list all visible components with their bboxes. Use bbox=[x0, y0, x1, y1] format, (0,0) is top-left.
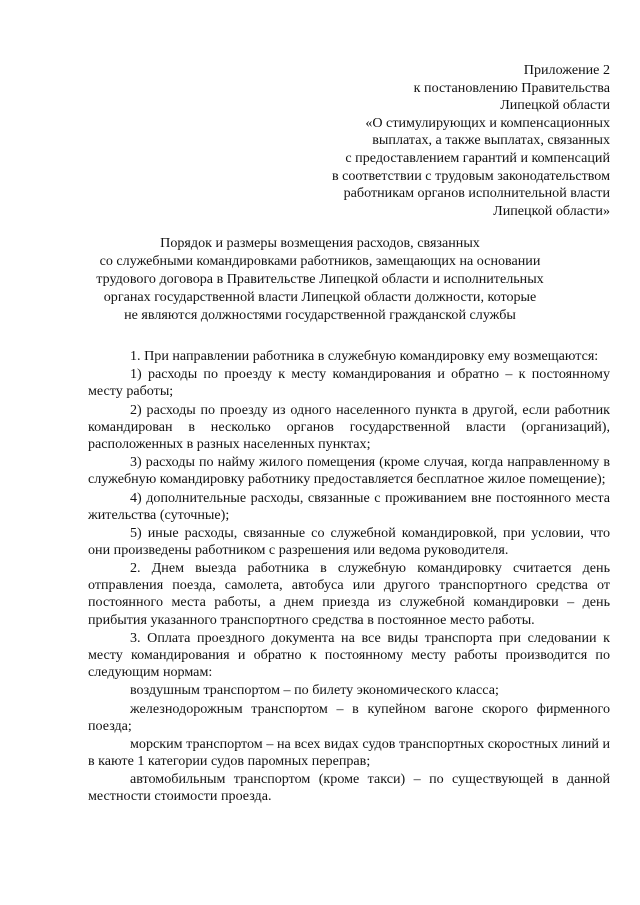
body-paragraph: автомобильным транспортом (кроме такси) – по существующей в данной местности стоимости проезда. bbox=[88, 771, 610, 805]
appendix-line: «О стимулирующих и компенсационных bbox=[365, 114, 610, 131]
body-paragraph: 3. Оплата проездного документа на все виды транспорта при следовании к месту командирования и обратно к постоянному месту работы производится по следующим нормам: bbox=[88, 629, 610, 680]
title-line: Порядок и размеры возмещения расходов, связанных bbox=[160, 235, 480, 251]
body-paragraph: 2. Днем выезда работника в служебную командировку считается день отправления поезда, самолета, автобуса или другого транспортного средства от постоянного места работы, а днем приезда из служебной командировки – день прибытия указанного транспортного средства в постоянное место работы. bbox=[88, 560, 610, 628]
body-paragraph: 3) расходы по найму жилого помещения (кроме случая, когда направленному в служебную командировку работнику предоставляется бесплатное жилое помещение); bbox=[88, 454, 610, 488]
title-line: не являются должностями государственной гражданской службы bbox=[124, 306, 516, 323]
title-line: трудового договора в Правительстве Липецкой области и исполнительных bbox=[96, 270, 544, 287]
appendix-line: Липецкой области bbox=[500, 97, 610, 114]
appendix-line: работникам органов исполнительной власти bbox=[343, 185, 610, 202]
body-paragraph: 1. При направлении работника в служебную командировку ему возмещаются: bbox=[130, 348, 599, 364]
appendix-header bbox=[280, 62, 610, 220]
body-paragraph: воздушным транспортом – по билету экономического класса; bbox=[130, 682, 499, 699]
body-paragraph: 1) расходы по проезду к месту командирования и обратно – к постоянному месту работы; bbox=[88, 366, 610, 400]
appendix-line: Липецкой области» bbox=[493, 202, 610, 219]
body-paragraph: морским транспортом – на всех видах судов транспортных скоростных линий и в каюте 1 категории судов паромных переправ; bbox=[88, 735, 610, 770]
title-line: со служебными командировками работников, замещающих на основании bbox=[99, 252, 541, 269]
body-paragraph: 2) расходы по проезду из одного населенного пункта в другой, если работник командирован в несколько органов государственной власти (организаций), расположенных в разных населенных пунктах; bbox=[88, 401, 610, 452]
body-paragraph: 5) иные расходы, связанные со служебной командировкой, при условии, что они произведены работником с разрешения или ведома руководителя. bbox=[88, 524, 610, 558]
appendix-line: выплатах, а также выплатах, связанных bbox=[372, 132, 610, 149]
document-body bbox=[88, 348, 610, 807]
document-title bbox=[88, 235, 552, 325]
appendix-line: с предоставлением гарантий и компенсаций bbox=[345, 149, 610, 166]
appendix-line: Приложение 2 bbox=[523, 62, 610, 78]
appendix-line: в соответствии с трудовым законодательством bbox=[331, 167, 610, 184]
body-paragraph: 4) дополнительные расходы, связанные с проживанием вне постоянного места жительства (суточные); bbox=[88, 489, 610, 523]
appendix-line: к постановлению Правительства bbox=[413, 79, 610, 96]
title-line: органах государственной власти Липецкой области должности, которые bbox=[103, 288, 537, 305]
body-paragraph: железнодорожным транспортом – в купейном вагоне скорого фирменного поезда; bbox=[88, 700, 610, 734]
